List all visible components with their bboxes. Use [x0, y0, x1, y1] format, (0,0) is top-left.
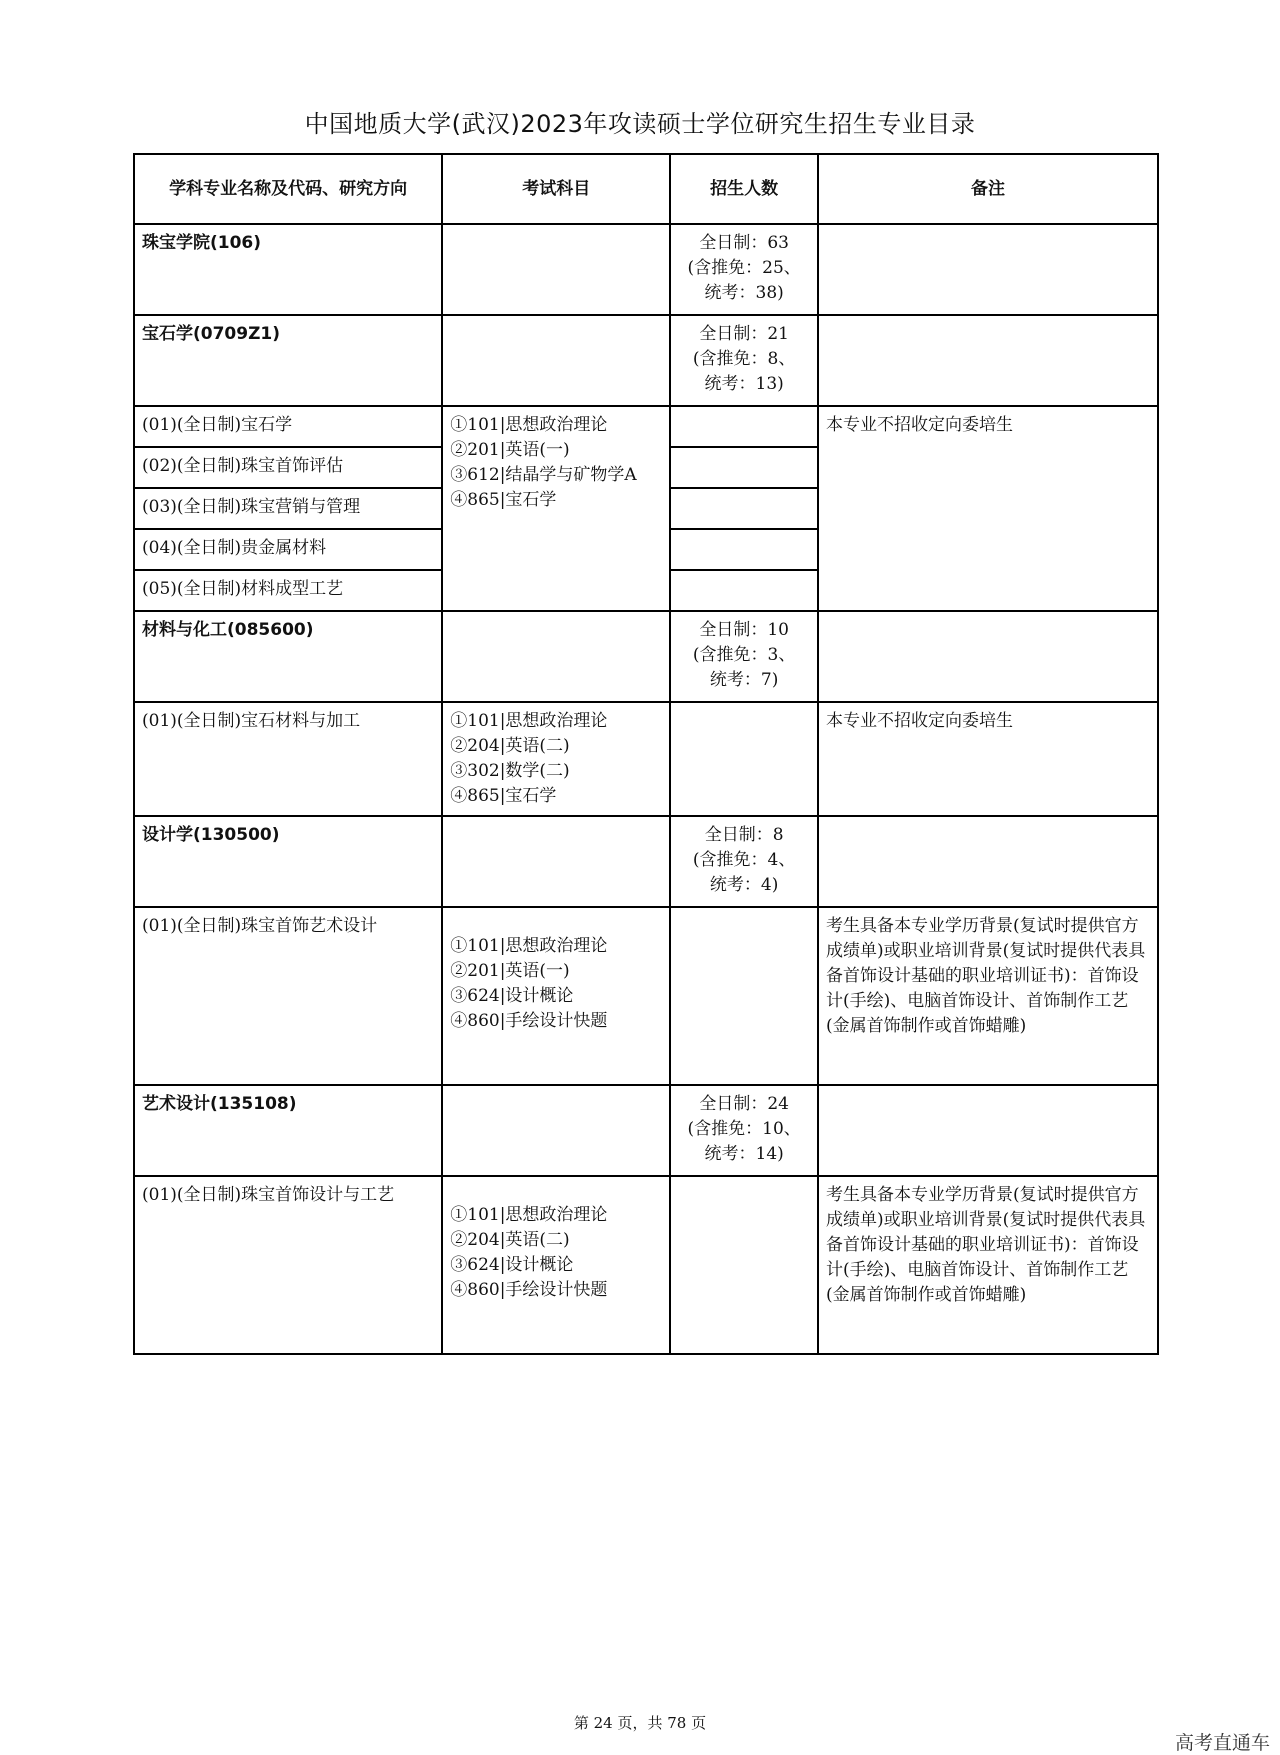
major-quota-gem: 全日制：21 (含推免：8、 统考：13)	[670, 315, 818, 406]
subjects-design: ①101|思想政治理论 ②201|英语(一) ③624|设计概论 ④860|手绘设计快题	[442, 907, 670, 1085]
watermark: 高考直通车	[1174, 1732, 1270, 1754]
header-row	[134, 154, 1158, 224]
direction-row	[134, 702, 1158, 816]
page-title: 中国地质大学(武汉)2023年攻读硕士学位研究生招生专业目录	[304, 110, 976, 138]
college-quota: 全日制：63 (含推免：25、 统考：38)	[670, 224, 818, 315]
subjects-gem: ①101|思想政治理论 ②201|英语(一) ③612|结晶学与矿物学A ④865|宝石学	[442, 406, 670, 611]
subjects-art: ①101|思想政治理论 ②204|英语(二) ③624|设计概论 ④860|手绘设计快题	[442, 1176, 670, 1354]
major-quota-material: 全日制：10 (含推免：3、 统考：7)	[670, 611, 818, 702]
header-subjects: 考试科目	[442, 154, 670, 224]
direction-row	[134, 1176, 1158, 1354]
subjects-material: ①101|思想政治理论 ②204|英语(二) ③302|数学(二) ④865|宝石学	[442, 702, 670, 816]
direction-design-01: (01)(全日制)珠宝首饰艺术设计	[134, 907, 442, 1085]
direction-art-01: (01)(全日制)珠宝首饰设计与工艺	[134, 1176, 442, 1354]
major-row-material	[134, 611, 1158, 702]
header-major: 学科专业名称及代码、研究方向	[134, 154, 442, 224]
major-name-design: 设计学(130500)	[134, 816, 442, 907]
direction-gem-03: (03)(全日制)珠宝营销与管理	[134, 488, 442, 529]
college-note	[818, 224, 1158, 315]
direction-gem-01: (01)(全日制)宝石学	[134, 406, 442, 447]
direction-gem-02: (02)(全日制)珠宝首饰评估	[134, 447, 442, 488]
direction-row	[134, 907, 1158, 1085]
catalog-table	[133, 153, 1159, 1355]
header-note: 备注	[818, 154, 1158, 224]
note-material: 本专业不招收定向委培生	[818, 702, 1158, 816]
major-quota-design: 全日制：8 (含推免：4、 统考：4)	[670, 816, 818, 907]
page-number: 第 24 页，共 78 页	[573, 1714, 707, 1732]
direction-gem-04: (04)(全日制)贵金属材料	[134, 529, 442, 570]
major-row-gem	[134, 315, 1158, 406]
direction-row	[134, 406, 1158, 447]
major-quota-art: 全日制：24 (含推免：10、 统考：14)	[670, 1085, 818, 1176]
college-subjects	[442, 224, 670, 315]
note-design: 考生具备本专业学历背景(复试时提供官方成绩单)或职业培训背景(复试时提供代表具备首饰设计基础的职业培训证书)：首饰设计(手绘)、电脑首饰设计、首饰制作工艺(金属首饰制作或首饰蜡雕)	[818, 907, 1158, 1085]
direction-material-01: (01)(全日制)宝石材料与加工	[134, 702, 442, 816]
major-name-gem: 宝石学(0709Z1)	[134, 315, 442, 406]
college-row	[134, 224, 1158, 315]
major-name-art: 艺术设计(135108)	[134, 1085, 442, 1176]
header-quota: 招生人数	[670, 154, 818, 224]
note-gem: 本专业不招收定向委培生	[818, 406, 1158, 611]
direction-gem-05: (05)(全日制)材料成型工艺	[134, 570, 442, 611]
college-name: 珠宝学院(106)	[134, 224, 442, 315]
major-row-art	[134, 1085, 1158, 1176]
note-art: 考生具备本专业学历背景(复试时提供官方成绩单)或职业培训背景(复试时提供代表具备首饰设计基础的职业培训证书)：首饰设计(手绘)、电脑首饰设计、首饰制作工艺(金属首饰制作或首饰蜡雕)	[818, 1176, 1158, 1354]
major-name-material: 材料与化工(085600)	[134, 611, 442, 702]
major-row-design	[134, 816, 1158, 907]
